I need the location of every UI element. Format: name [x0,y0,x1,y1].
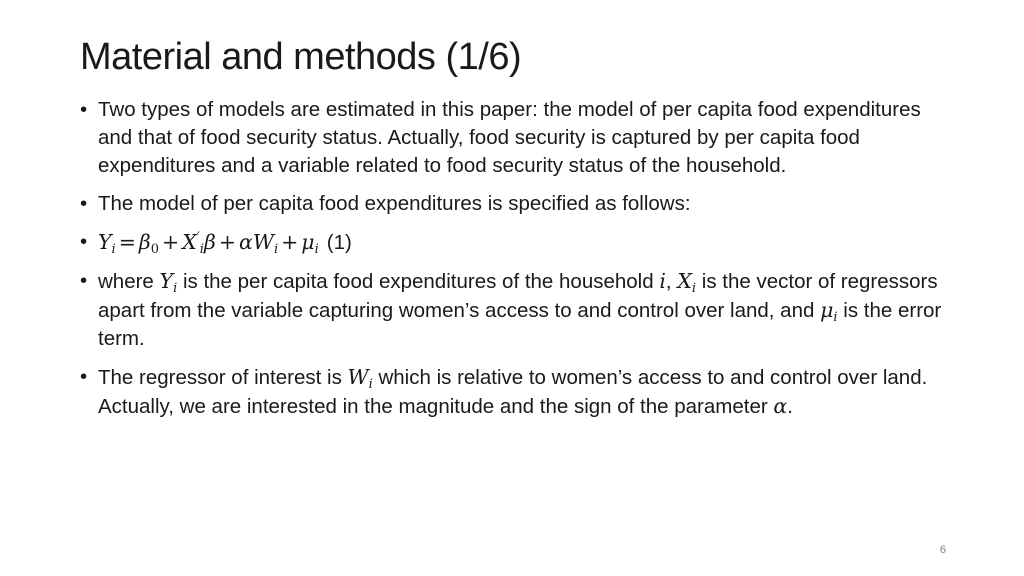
inline-math-i: i [659,269,666,293]
eq-subscript-zero: 0 [150,242,160,257]
bullet-text: where [98,270,160,293]
bullet-text: which is relative to women’s access to and control over land. Actually, we are interested in the magnitude and the sign of the parameter [98,366,928,418]
eq-subscript-i: i [111,242,116,257]
eq-operator-plus: + [162,230,180,254]
bullet-equation [80,228,960,257]
eq-symbol-alpha: α [239,230,253,254]
eq-symbol-beta: β [203,230,216,254]
eq-symbol-mu: μ [301,230,315,254]
eq-operator-equals: = [118,230,136,254]
eq-subscript-i: i [273,242,279,257]
bullet-list [80,96,960,431]
bullet-text: is the error term. [98,299,942,350]
bullet-variable-definitions [80,267,960,353]
inline-math-mui: $\mu_i$ [820,298,838,325]
inline-math-Wi: $W_i$ [347,365,373,392]
bullet-text: The model of per capita food expenditures is specified as follows: [98,192,691,215]
bullet-text: is the vector of regressors apart from the variable capturing women’s access to and control over land, and [98,270,938,322]
bullet-text: , [665,270,678,293]
bullet-text: Two types of models are estimated in this paper: the model of per capita food expenditures and that of food security status. Actually, food security is captured by per capita food expenditures and a variable related to food security status of the household. [98,98,921,177]
inline-math-Xi: $X_i$ [677,269,697,296]
inline-math-Yi: $Y_i$ [159,269,178,296]
eq-symbol-W: W [252,230,274,254]
equation-formula [98,230,319,257]
eq-operator-plus: + [281,230,299,254]
page-number: 6 [939,544,946,556]
slide-title: Material and methods (1/6) [80,36,522,78]
bullet-text: . [787,395,793,418]
eq-superscript-prime: ′ [196,230,200,245]
equation-number: (1) [326,231,352,254]
inline-math-alpha: α [773,394,788,418]
bullet-text: is the per capita food expenditures of the household [177,270,660,293]
eq-operator-plus: + [218,230,237,254]
eq-symbol-beta: β [138,230,151,254]
bullet-regressor-of-interest [80,363,960,421]
eq-symbol-X: X [182,230,197,254]
bullet-models-overview [80,96,960,180]
eq-symbol-Y: Y [98,230,112,254]
eq-subscript-i: i [199,242,204,257]
eq-subscript-i: i [314,242,319,257]
bullet-text: The regressor of interest is [98,366,348,389]
bullet-model-spec [80,190,960,218]
